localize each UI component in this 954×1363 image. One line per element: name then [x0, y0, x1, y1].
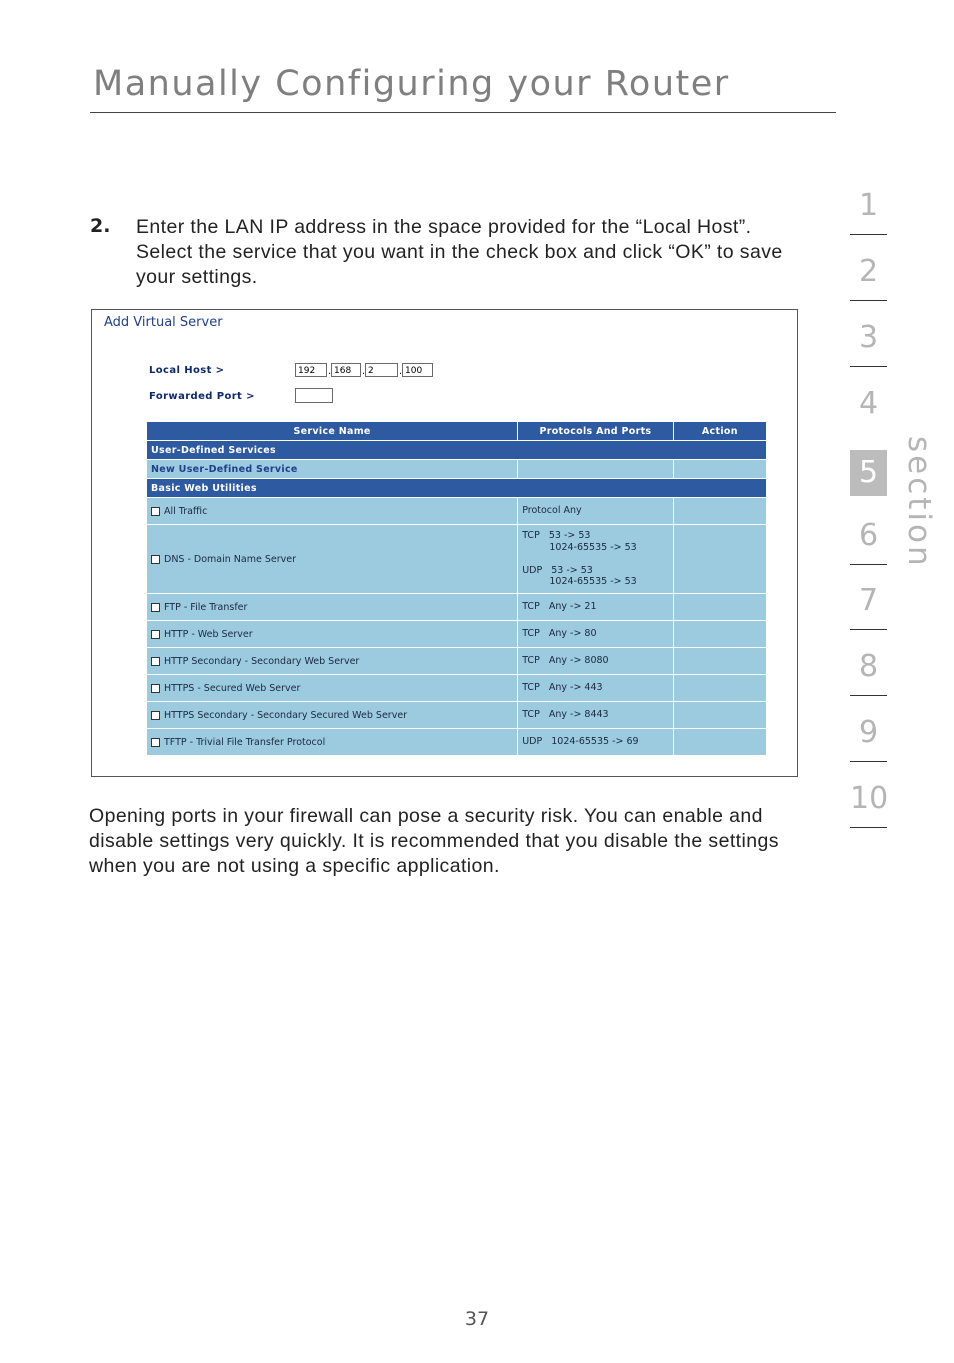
- service-name-cell: [147, 498, 517, 524]
- ip-octet-4-input[interactable]: 100: [402, 363, 433, 377]
- service-checkbox[interactable]: [151, 603, 160, 612]
- ip-octet-1-input[interactable]: 192: [295, 363, 327, 377]
- action-cell: [674, 675, 766, 701]
- action-cell: [674, 621, 766, 647]
- protocols-cell: [518, 525, 673, 593]
- service-protocols: TCP Any -> 8080: [522, 655, 609, 667]
- service-row: [147, 648, 766, 674]
- service-row: [147, 729, 766, 755]
- service-name: DNS - Domain Name Server: [164, 553, 297, 565]
- service-row: [147, 702, 766, 728]
- service-name: HTTP - Web Server: [164, 628, 253, 640]
- section-nav-item-1[interactable]: 1: [858, 188, 879, 223]
- action-cell: [674, 702, 766, 728]
- section-nav-item-7[interactable]: 7: [858, 583, 879, 618]
- service-name-cell: [147, 525, 517, 593]
- service-protocols: TCP Any -> 8443: [522, 709, 609, 721]
- service-row: [147, 594, 766, 620]
- action-cell: [674, 594, 766, 620]
- service-name-cell: [147, 702, 517, 728]
- local-host-label: Local Host >: [149, 365, 225, 376]
- service-checkbox[interactable]: [151, 555, 160, 564]
- section-nav-item-8[interactable]: 8: [858, 649, 879, 684]
- section-nav-item-3[interactable]: 3: [858, 320, 879, 355]
- service-name-cell: [147, 594, 517, 620]
- protocols-cell: [518, 498, 673, 524]
- forwarded-port-input[interactable]: [295, 388, 333, 403]
- title-divider: [90, 112, 836, 113]
- service-row: [147, 675, 766, 701]
- column-header-action: Action: [674, 422, 766, 440]
- forwarded-port-label: Forwarded Port >: [149, 391, 255, 402]
- section-nav-item-5[interactable]: 5: [850, 450, 887, 496]
- page-title: Manually Configuring your Router: [93, 64, 730, 104]
- section-label: section: [901, 436, 937, 569]
- section-nav-item-4[interactable]: 4: [858, 386, 879, 421]
- protocols-cell: [518, 675, 673, 701]
- security-note: Opening ports in your firewall can pose a security risk. You can enable and disable settings very quickly. It is recommended that you disable the settings when you are not using a specific application.: [89, 805, 779, 877]
- service-name-cell: [147, 621, 517, 647]
- service-name-cell: [147, 648, 517, 674]
- section-nav-divider: [850, 366, 887, 367]
- section-nav-item-10[interactable]: 10: [850, 781, 889, 816]
- service-name-cell: [147, 675, 517, 701]
- service-protocols: TCP 53 -> 53 1024-65535 -> 53 UDP 53 -> 53 1024-65535 -> 53: [522, 530, 637, 588]
- service-name: TFTP - Trivial File Transfer Protocol: [164, 736, 326, 748]
- step-text: Enter the LAN IP address in the space provided for the “Local Host”. Select the service that you want in the check box and click “OK” to save your settings.: [136, 216, 783, 288]
- service-row: [147, 525, 766, 593]
- section-nav-divider: [850, 629, 887, 630]
- ip-octet-3-input[interactable]: 2: [365, 363, 398, 377]
- service-row: [147, 498, 766, 524]
- ip-dot: .: [328, 366, 332, 377]
- action-cell: [674, 498, 766, 524]
- column-header-service-name: Service Name: [147, 422, 517, 440]
- service-checkbox[interactable]: [151, 711, 160, 720]
- service-name: FTP - File Transfer: [164, 601, 248, 613]
- step-number: 2.: [90, 215, 111, 237]
- services-table: [146, 421, 767, 756]
- service-checkbox[interactable]: [151, 657, 160, 666]
- page-number: 37: [464, 1308, 490, 1330]
- protocols-cell: [518, 594, 673, 620]
- virtual-server-screenshot: [91, 309, 798, 777]
- section-nav-divider: [850, 234, 887, 235]
- add-virtual-server-heading: Add Virtual Server: [104, 315, 223, 330]
- empty-cell: [518, 460, 673, 478]
- service-protocols: TCP Any -> 80: [522, 628, 597, 640]
- service-name: HTTPS - Secured Web Server: [164, 682, 301, 694]
- service-row: [147, 621, 766, 647]
- action-cell: [674, 525, 766, 593]
- service-checkbox[interactable]: [151, 684, 160, 693]
- action-cell: [674, 648, 766, 674]
- protocols-cell: [518, 621, 673, 647]
- section-nav-divider: [850, 300, 887, 301]
- ip-dot: .: [399, 366, 403, 377]
- empty-cell: [674, 460, 766, 478]
- service-name: HTTP Secondary - Secondary Web Server: [164, 655, 360, 667]
- protocols-cell: [518, 648, 673, 674]
- section-nav-item-9[interactable]: 9: [858, 715, 879, 750]
- basic-web-utilities-section: Basic Web Utilities: [147, 479, 766, 497]
- section-nav-divider: [850, 564, 887, 565]
- section-nav-item-6[interactable]: 6: [858, 518, 879, 553]
- action-cell: [674, 729, 766, 755]
- service-name-cell: [147, 729, 517, 755]
- service-protocols: TCP Any -> 443: [522, 682, 603, 694]
- service-checkbox[interactable]: [151, 630, 160, 639]
- ip-octet-2-input[interactable]: 168: [331, 363, 361, 377]
- user-defined-services-section: User-Defined Services: [147, 441, 766, 459]
- service-protocols: UDP 1024-65535 -> 69: [522, 736, 639, 748]
- ip-dot: .: [362, 366, 366, 377]
- section-nav-divider: [850, 827, 887, 828]
- section-nav-divider: [850, 695, 887, 696]
- service-checkbox[interactable]: [151, 738, 160, 747]
- service-protocols: Protocol Any: [522, 505, 582, 517]
- column-header-protocols: Protocols And Ports: [518, 422, 673, 440]
- service-name: HTTPS Secondary - Secondary Secured Web Server: [164, 709, 408, 721]
- section-nav-divider: [850, 761, 887, 762]
- section-nav-item-2[interactable]: 2: [858, 254, 879, 289]
- service-name: All Traffic: [164, 505, 208, 517]
- service-protocols: TCP Any -> 21: [522, 601, 597, 613]
- protocols-cell: [518, 729, 673, 755]
- protocols-cell: [518, 702, 673, 728]
- new-user-defined-service-link[interactable]: New User-Defined Service: [147, 460, 517, 478]
- service-checkbox[interactable]: [151, 507, 160, 516]
